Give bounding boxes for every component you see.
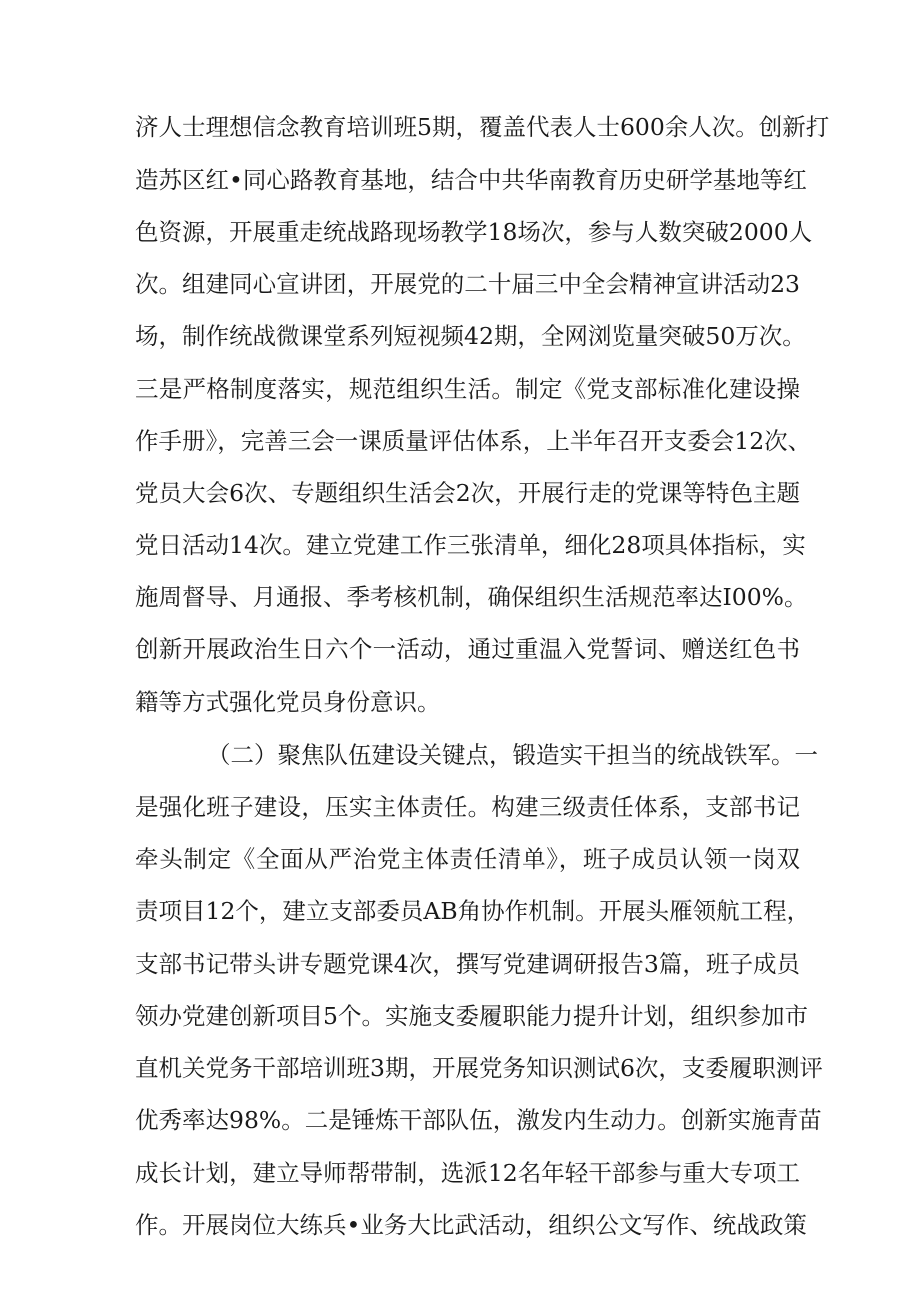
section-heading-line: （二）聚焦队伍建设关键点，锻造实干担当的统战铁军。一 (207, 741, 818, 769)
text-line: 牵头制定《全面从严治党主体责任清单》，班子成员认领一岗双 (135, 845, 800, 873)
text-line: 场，制作统战微课堂系列短视频42期，全网浏览量突破50万次。 (135, 322, 806, 350)
text-line: 色资源，开展重走统战路现场教学18场次，参与人数突破2000人 (135, 218, 813, 246)
text-line: 作。开展岗位大练兵•业务大比武活动，组织公文写作、统战政策 (135, 1211, 807, 1239)
text-line: 支部书记带头讲专题党课4次，撰写党建调研报告3篇，班子成员 (135, 950, 800, 978)
text-line: 责项目12个，建立支部委员AB角协作机制。开展头雁领航工程， (135, 897, 811, 925)
text-line: 创新开展政治生日六个一活动，通过重温入党誓词、赠送红色书 (135, 635, 800, 663)
text-line: 是强化班子建设，压实主体责任。构建三级责任体系，支部书记 (135, 793, 800, 821)
text-line: 党员大会6次、专题组织生活会2次，开展行走的党课等特色主题 (135, 479, 800, 507)
text-line: 党日活动14次。建立党建工作三张清单，细化28项具体指标，实 (135, 531, 806, 559)
text-line: 施周督导、月通报、季考核机制，确保组织生活规范率达I00%。 (135, 583, 808, 611)
text-line: 领办党建创新项目5个。实施支委履职能力提升计划，组织参加市 (135, 1002, 808, 1030)
text-line: 次。组建同心宣讲团，开展党的二十届三中全会精神宣讲活动23 (135, 270, 800, 298)
text-line: 直机关党务干部培训班3期，开展党务知识测试6次，支委履职测评 (135, 1054, 823, 1082)
text-line: 优秀率达98%。二是锤炼干部队伍，激发内生动力。创新实施青苗 (135, 1106, 822, 1134)
text-line: 成长计划，建立导师帮带制，选派12名年轻干部参与重大专项工 (135, 1159, 800, 1187)
text-line: 三是严格制度落实，规范组织生活。制定《党支部标准化建设操 (135, 375, 800, 403)
text-line: 作手册》，完善三会一课质量评估体系，上半年召开支委会12次、 (135, 427, 812, 455)
paragraph-end-line: 籍等方式强化党员身份意识。 (135, 688, 441, 716)
text-line: 造苏区红•同心路教育基地，结合中共华南教育历史研学基地等红 (135, 166, 807, 194)
text-line: 济人士理想信念教育培训班5期，覆盖代表人士600余人次。创新打 (135, 113, 830, 141)
